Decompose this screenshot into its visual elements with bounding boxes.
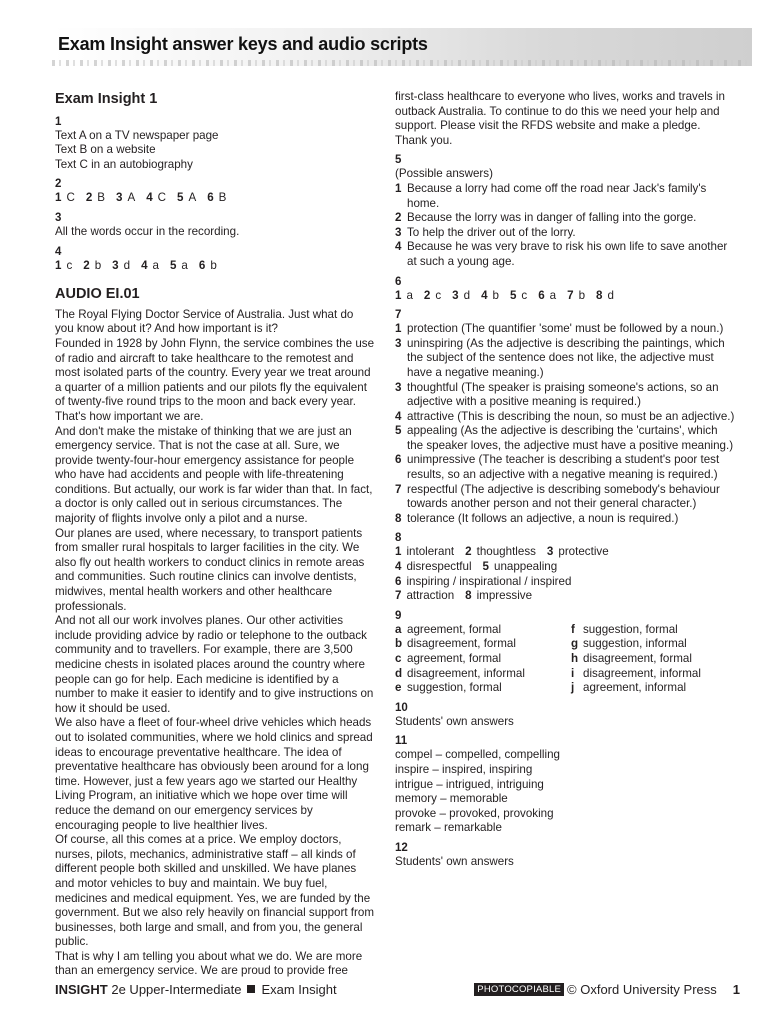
question-number: 12 [395, 841, 408, 854]
list-item: 4 attractive (This is describing the noun, so must be an adjective.) [395, 409, 735, 423]
audio-title: AUDIO EI.01 [55, 286, 140, 303]
answer-pair: 5 a [169, 258, 188, 272]
list-item: g suggestion, informal [571, 637, 687, 651]
page-number: 1 [732, 982, 740, 997]
answer-pair: 2 thoughtless [465, 545, 536, 559]
section-title: Exam Insight 1 [55, 91, 158, 107]
list-item: 2 Because the lorry was in danger of falling into the gorge. [395, 211, 697, 225]
answer-grid [395, 623, 735, 696]
answer-pair: 4 C [146, 191, 167, 205]
answer-row [395, 545, 735, 560]
answer-pair: 6 B [207, 191, 227, 205]
list-item: d disagreement, informal [395, 666, 525, 680]
list-item: 6 unimpressive (The teacher is describing a student's poor test results, so an adjective with a negative meaning is required.) [395, 453, 720, 482]
question-number: 10 [395, 701, 408, 714]
answer-row [395, 289, 735, 304]
audio-paragraph: Of course, all this comes at a price. We employ doctors, nurses, pilots, mechanics, administrative staff – all kinds of different people both skilled and unskilled. We have planes and motor vehicles to buy and maintain. We buy fuel, medicines and medical equipment. Yes, we are funded by the government. But we also rely heavily on financial support from businesses, both large and small, and from you, the general public. [55, 833, 374, 949]
right-column [395, 90, 735, 870]
answer-pair: 3 d [112, 258, 131, 272]
answer-row [395, 575, 735, 590]
question-number: 7 [395, 309, 402, 322]
photocopiable-badge: PHOTOCOPIABLE [474, 983, 564, 996]
list-item: f suggestion, formal [571, 622, 678, 636]
list-item: 3 uninspiring (As the adjective is describing the paintings, which the subject of the sentence does not like, the adjective must have a negative meaning.) [395, 336, 725, 379]
list-item: j agreement, informal [571, 681, 687, 695]
question-number: 5 [395, 154, 402, 167]
answer-row [395, 560, 735, 575]
answer-pair: 7 b [567, 288, 586, 302]
answer-line: Students' own answers [395, 854, 514, 868]
answer-pair: 5 c [509, 288, 528, 302]
page-title: Exam Insight answer keys and audio scripts [58, 34, 428, 54]
answer-grid-right [571, 623, 735, 696]
answer-pair: 3 protective [546, 545, 609, 559]
course-level: 2e Upper-Intermediate [111, 982, 242, 997]
audio-paragraph: And don't make the mistake of thinking that we are just an emergency service. That is not the case at all. Sure, we provide twenty-four-hour emergency assistance for people who have had accidents and people with life-threatening conditions. But actually, our work is far wider than that. In fact, a doctor is only called out in serious circumstances. The majority of flights involve only a pilot and a nurse. [55, 424, 373, 526]
list-item: 3 To help the driver out of the lorry. [395, 225, 576, 239]
answer-pair: 2 B [85, 191, 106, 205]
audio-paragraph: The Royal Flying Doctor Service of Australia. Just what do you know about it? And how important is it? [55, 307, 354, 336]
answer-pair: 1 C [55, 191, 75, 205]
audio-paragraph: We also have a fleet of four-wheel drive vehicles which heads out to isolated communities, where we hold clinics and spread ideas to encourage preventative healthcare. The idea of preventative healthcare has obviously been around for a long time. However, just a few years ago we started our Healthy Living Program, an initiative which we hope over time will reduce the demand on our emergency services by encouraging people to live healthier lives. [55, 716, 373, 832]
footer-section: Exam Insight [261, 982, 337, 997]
answer-pair: 4 a [141, 258, 159, 272]
answer-pair: 3 d [452, 288, 471, 302]
audio-paragraph: That is why I am telling you about what we do. We are more than an emergency service. We are proud to provide free [55, 949, 363, 978]
answer-pair: 8 impressive [465, 589, 533, 603]
page-footer [55, 982, 740, 1000]
answer-line: remark – remarkable [395, 821, 502, 835]
answer-pair: 5 unappealing [482, 560, 558, 574]
list-item: 8 tolerance (It follows an adjective, a noun is required.) [395, 511, 679, 525]
answer-grid-left [395, 623, 571, 696]
list-item: e suggestion, formal [395, 681, 502, 695]
audio-paragraph: Founded in 1928 by John Flynn, the service combines the use of radio and aircraft to take healthcare to the remotest and most isolated parts of the country. Every year we treat around a quarter of a million patients and our pilots fly the equivalent of twenty-five round trips to the moon and back every year. That's how important we are. [55, 336, 375, 423]
answer-pair: 2 c [423, 288, 442, 302]
answer-pair: 1 intolerant [395, 545, 455, 559]
list-item: a agreement, formal [395, 622, 502, 636]
list-item: 1 Because a lorry had come off the road near Jack's family's home. [395, 181, 707, 210]
answer-line: Text A on a TV newspaper page [55, 128, 219, 142]
publisher: © Oxford University Press [567, 982, 717, 997]
answer-row [395, 589, 735, 604]
audio-paragraph: And not all our work involves planes. Our other activities include providing advice by radio or telephone to the outback community and to travellers. For example, there are 3,500 medicine chests in isolated places around the country where people can go for help. Each medicine is identified by a number to make it easier to identify and to give instructions on how it should be used. [55, 614, 374, 715]
question-number: 6 [395, 275, 402, 288]
audio-paragraph: first-class healthcare to everyone who lives, works and travels in outback Australia. To continue to do this we need your help and support. Please visit the RFDS website and make a pledge. Thank you. [395, 90, 725, 147]
brand-name: INSIGHT [55, 982, 108, 997]
answer-line: intrigue – intrigued, intriguing [395, 777, 544, 791]
answer-pair: 6 b [198, 258, 217, 272]
answer-line: compel – compelled, compelling [395, 748, 560, 762]
list-item: c agreement, formal [395, 652, 502, 665]
footer-course [55, 982, 337, 997]
list-item: 3 thoughtful (The speaker is praising someone's actions, so an adjective with a positive meaning is required.) [395, 380, 719, 409]
answer-pair: 5 A [177, 191, 197, 205]
question-number: 4 [55, 245, 62, 258]
list-item: b disagreement, formal [395, 637, 516, 651]
answer-line: Text C in an autobiography [55, 157, 193, 171]
answer-line: provoke – provoked, provoking [395, 806, 554, 820]
list-item: 5 appealing (As the adjective is describing the 'curtains', which the speaker loves, the adjective must have a positive meaning.) [395, 424, 734, 452]
answer-row [55, 191, 375, 206]
list-item: 4 Because he was very brave to risk his own life to save another at such a young age. [395, 240, 728, 268]
answer-pair: 2 b [83, 258, 102, 272]
answer-pair: 4 disrespectful [395, 560, 472, 574]
answer-pair: 8 d [596, 288, 614, 302]
question-number: 11 [395, 735, 408, 748]
list-item: h disagreement, formal [571, 652, 692, 665]
square-separator-icon [247, 985, 255, 993]
list-item: 1 protection (The quantifier 'some' must be followed by a noun.) [395, 322, 724, 336]
list-item: i disagreement, informal [571, 666, 701, 680]
left-column [55, 90, 375, 979]
answer-pair: 1 a [395, 288, 413, 302]
question-number: 8 [395, 532, 402, 545]
answer-pair: 1 c [55, 258, 73, 272]
answer-line: memory – memorable [395, 792, 508, 806]
list-item: 7 respectful (The adjective is describing somebody's behaviour towards another person and not their general character.) [395, 482, 720, 511]
answer-line: inspire – inspired, inspiring [395, 762, 533, 776]
question-number: 1 [55, 115, 62, 128]
answer-row [55, 259, 375, 274]
question-number: 3 [55, 211, 62, 224]
footer-publisher [474, 982, 740, 997]
answer-line: Text B on a website [55, 143, 156, 157]
answer-line: All the words occur in the recording. [55, 224, 240, 238]
answer-pair: 4 b [481, 288, 499, 302]
answer-pair: 6 a [538, 288, 557, 302]
answer-pair: 7 attraction [395, 589, 455, 603]
answer-note: (Possible answers) [395, 167, 493, 181]
audio-paragraph: Our planes are used, where necessary, to transport patients from smaller rural hospitals to larger facilities in the city. We also fly out health workers to conduct clinics in remote areas and communities. Such routine clinics can involve dentists, midwives, mental health workers and other healthcare professionals. [55, 526, 365, 613]
question-number: 9 [395, 609, 402, 622]
answer-pair: 6 inspiring / inspirational / inspired [395, 574, 572, 588]
answer-pair: 3 A [116, 191, 136, 205]
question-number: 2 [55, 178, 62, 191]
answer-line: Students' own answers [395, 714, 514, 728]
